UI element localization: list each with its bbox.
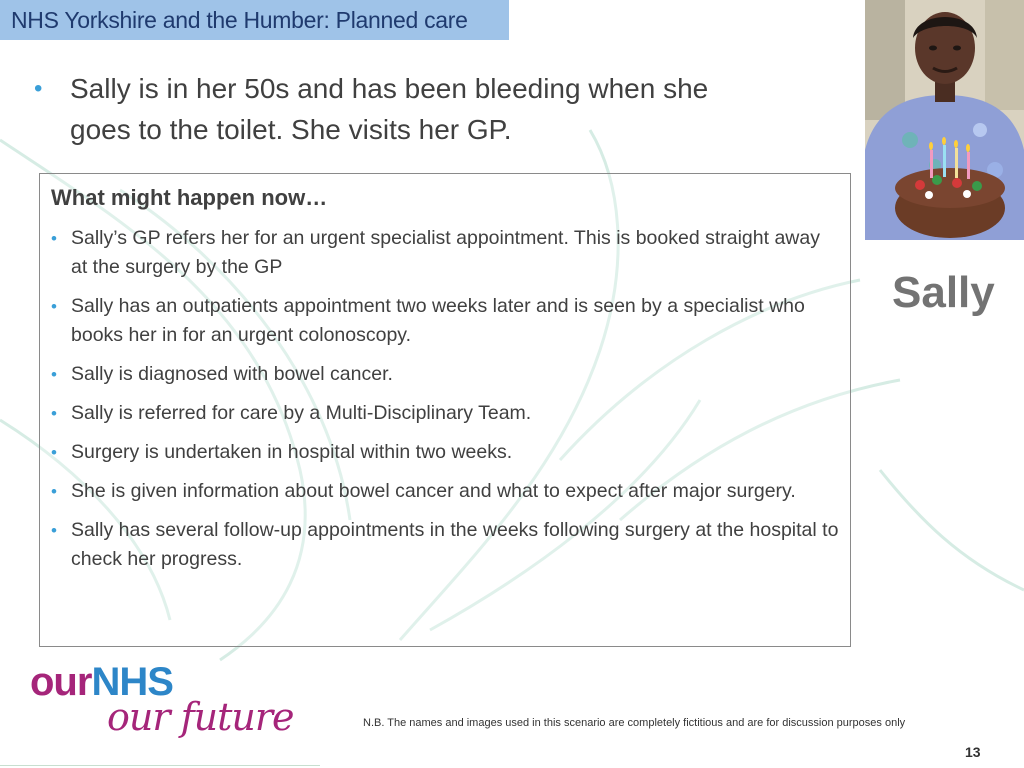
logo-tagline: our future bbox=[107, 695, 294, 739]
intro-text: Sally is in her 50s and has been bleeding when she goes to the toilet. She visits her GP. bbox=[70, 73, 709, 145]
bullet-icon: • bbox=[51, 521, 57, 540]
list-item bbox=[50, 399, 840, 428]
bullet-icon: • bbox=[51, 404, 57, 423]
bullet-icon: • bbox=[51, 443, 57, 462]
list-item-text: Sally is referred for care by a Multi-Disciplinary Team. bbox=[71, 402, 532, 424]
list-item-text: Surgery is undertaken in hospital within two weeks. bbox=[71, 441, 513, 463]
page-number: 13 bbox=[965, 744, 981, 760]
list-item bbox=[50, 516, 840, 574]
logo-our: our bbox=[30, 660, 92, 704]
footer-divider bbox=[0, 765, 320, 766]
bullet-icon: • bbox=[51, 297, 57, 316]
sally-photo bbox=[865, 0, 1024, 240]
bullet-icon: • bbox=[51, 482, 57, 501]
list-item-text: Sally’s GP refers her for an urgent specialist appointment. This is booked straight away at the surgery by the GP bbox=[71, 227, 820, 278]
list-item bbox=[50, 438, 840, 467]
list-item-text: Sally has several follow-up appointments in the weeks following surgery at the hospital to check her progress. bbox=[71, 519, 839, 570]
portrait-illustration bbox=[865, 0, 1024, 240]
list-item bbox=[50, 224, 840, 282]
list-item bbox=[50, 360, 840, 389]
what-might-happen-box bbox=[39, 173, 851, 647]
list-item bbox=[50, 477, 840, 506]
logo-nhs: NHS bbox=[91, 660, 173, 704]
list-item-text: She is given information about bowel cancer and what to expect after major surgery. bbox=[71, 480, 796, 502]
header-title: NHS Yorkshire and the Humber: Planned care bbox=[11, 7, 468, 33]
list-item bbox=[50, 292, 840, 350]
bullet-icon: • bbox=[51, 229, 57, 248]
happen-list bbox=[50, 224, 840, 584]
bullet-icon: • bbox=[51, 365, 57, 384]
footnote: N.B. The names and images used in this scenario are completely fictitious and are for discussion purposes only bbox=[363, 717, 906, 729]
header-bar bbox=[0, 0, 509, 40]
profile-name: Sally bbox=[892, 268, 995, 317]
box-heading: What might happen now… bbox=[51, 185, 328, 210]
intro-bullet-marker: • bbox=[34, 75, 43, 102]
our-nhs-our-future-logo bbox=[30, 660, 320, 745]
list-item-text: Sally has an outpatients appointment two weeks later and is seen by a specialist who books her in for an urgent colonoscopy. bbox=[71, 295, 805, 346]
list-item-text: Sally is diagnosed with bowel cancer. bbox=[71, 363, 393, 385]
